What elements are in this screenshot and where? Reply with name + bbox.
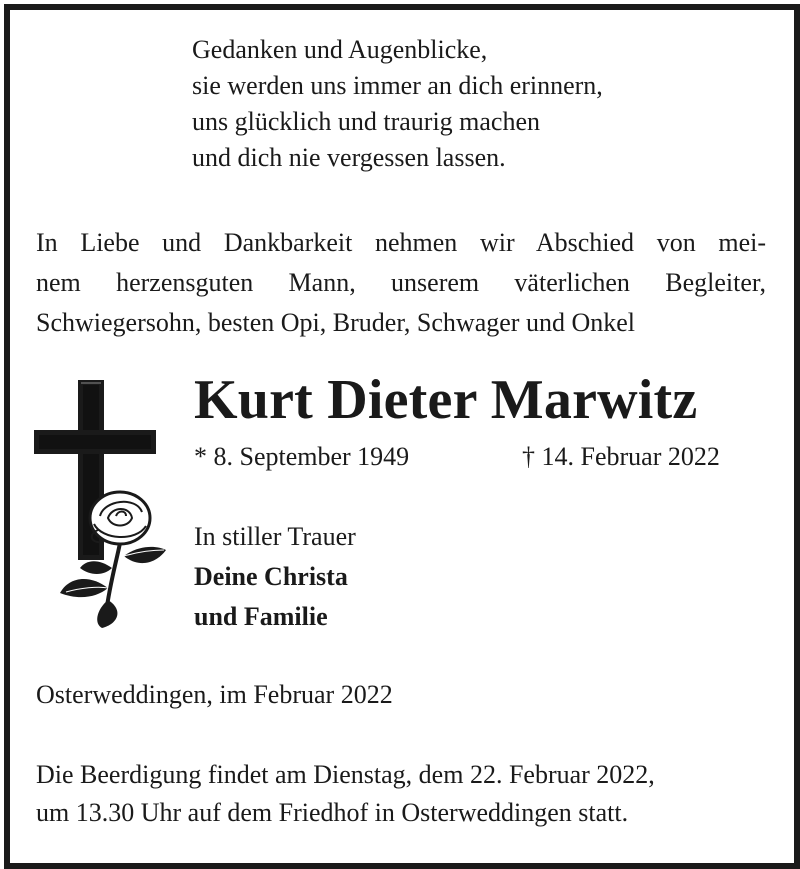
deceased-name: Kurt Dieter Marwitz [194,369,698,431]
mourning-phrase: In stiller Trauer [194,522,356,551]
intro-line: In Liebe und Dankbarkeit nehmen wir Abschied von mei- [36,228,766,257]
funeral-info-line: Die Beerdigung findet am Dienstag, dem 22. Februar 2022, [36,760,655,789]
mourner-family: und Familie [194,602,328,631]
place-date: Osterweddingen, im Februar 2022 [36,680,393,709]
mourner-name: Deine Christa [194,562,348,591]
cross-with-rose-icon [28,378,168,628]
intro-line: Schwiegersohn, besten Opi, Bruder, Schwager und Onkel [36,308,635,337]
poem-line: sie werden uns immer an dich erinnern, [192,71,603,100]
poem-line: uns glücklich und traurig machen [192,107,541,136]
birth-date: * 8. September 1949 [194,442,410,471]
poem-line: Gedanken und Augenblicke, [192,35,488,64]
funeral-info-line: um 13.30 Uhr auf dem Friedhof in Osterweddingen statt. [36,798,629,827]
intro-line: nem herzensguten Mann, unserem väterlichen Begleiter, [36,268,766,297]
death-date: † 14. Februar 2022 [522,442,720,471]
poem-line: und dich nie vergessen lassen. [192,143,506,172]
